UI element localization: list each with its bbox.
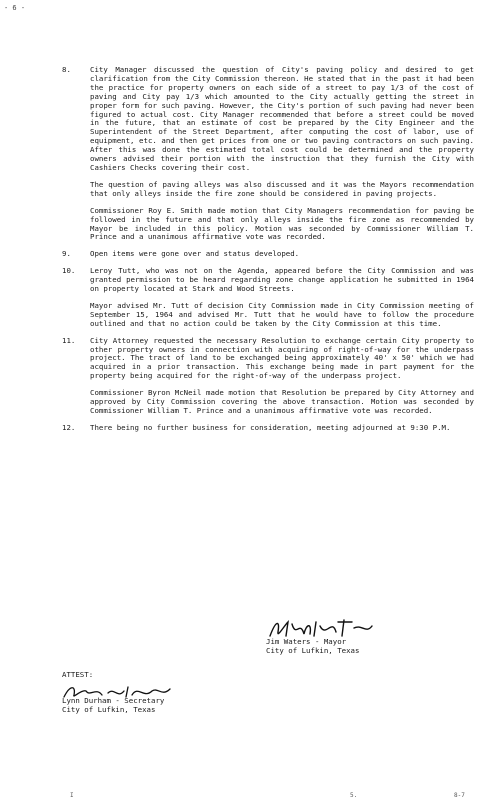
- item-paragraph: Commissioner Roy E. Smith made motion that City Managers recommendation for paving be followed in the future and that only alleys inside the fire zone as recommended by Mayor be included in this policy. Motion was seconded by Commissioner William T. Prince and a unanimous affirmative vote was recorded.: [90, 205, 474, 242]
- footer-left-mark: I: [70, 792, 74, 799]
- item-number: 12.: [62, 422, 76, 432]
- agenda-item-8: [62, 66, 474, 242]
- item-paragraph: Open items were gone over and status developed.: [90, 249, 300, 259]
- secretary-name-line: Lynn Durham - Secretary: [62, 696, 165, 705]
- item-paragraph: Commissioner Byron McNeil made motion that Resolution be prepared by City Attorney and approved by City Commission covering the above transaction. Motion was seconded by Commissioner William T. Prince and a unanimous affirmative vote was recorded.: [90, 388, 474, 415]
- agenda-item-11: [62, 337, 474, 416]
- item-paragraph: City Attorney requested the necessary Resolution to exchange certain City property to other property owners in connection with acquiring of right-of-way for the underpass project. The tract of land to be exchanged being approximately 40' x 50' which we had acquired in a prior transaction. This exchange being made in part payment for the property being acquired for the right-of-way of the underpass project.: [90, 335, 474, 381]
- attest-label: ATTEST:: [62, 670, 94, 679]
- agenda-item-10: [62, 267, 474, 328]
- item-paragraph: There being no further business for consideration, meeting adjourned at 9:30 P.M.: [90, 422, 451, 432]
- mayor-name-line: Jim Waters - Mayor: [266, 637, 347, 646]
- agenda-items: [62, 66, 474, 441]
- item-number: 10.: [62, 266, 76, 276]
- page-corner-mark: - 6 -: [4, 4, 26, 12]
- footer-page-number: 5.: [350, 792, 358, 799]
- item-paragraph: Mayor advised Mr. Tutt of decision City Commission made in City Commission meeting of September 15, 1964 and advised Mr. Tutt that he would have to follow the procedure outlined and that no action could be taken by the City Commission at this time.: [90, 300, 474, 328]
- secretary-city-line: City of Lufkin, Texas: [62, 704, 156, 714]
- item-number: 8.: [62, 65, 71, 74]
- item-number: 9.: [62, 249, 71, 259]
- agenda-item-12: [62, 424, 474, 433]
- item-paragraph: Leroy Tutt, who was not on the Agenda, appeared before the City Commission and was granted permission to be heard regarding zone change application he submitted in 1964 on property located at Stark and Wood Streets.: [90, 266, 474, 294]
- agenda-item-9: [62, 250, 474, 259]
- mayor-city-line: City of Lufkin, Texas: [266, 645, 360, 655]
- item-paragraph: The question of paving alleys was also discussed and it was the Mayors recommendation that only alleys inside the fire zone should be considered in paving projects.: [90, 179, 474, 198]
- item-number: 11.: [62, 335, 76, 345]
- footer-right-mark: 8-7: [454, 792, 465, 799]
- item-paragraph: City Manager discussed the question of City's paving policy and desired to get clarification from the City Commission thereon. He stated that in the past it had been the practice for property owners on each side of a street to pay 1/3 of the cost of paving and City pay 1/3 which amounted to the City actually getting the street in proper form for such paving. However, the City's portion of such paving had never been figured to actual cost. City Manager recommended that before a street could be moved in the future, that an estimate of cost be prepared by the City Engineer and the Superintendent of the Street Department, after computing the cost of labor, use of equipment, etc. and then get prices from one or two paving contractors on such paving. After this was done the estimated total cost could be determined and the property owners advised their portion with the instruction that they furnish the City with Cashiers Checks covering their cost.: [90, 65, 474, 172]
